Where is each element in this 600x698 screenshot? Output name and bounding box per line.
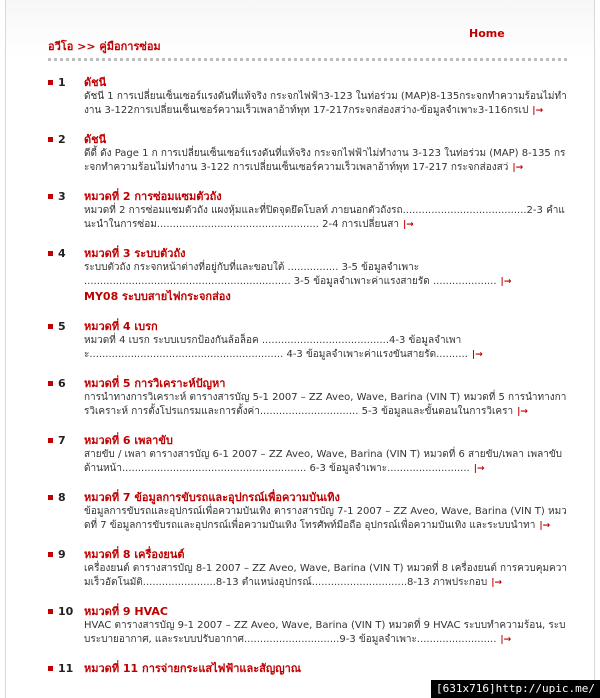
- result-item: [48, 247, 568, 305]
- open-link-arrow-icon[interactable]: |→: [491, 578, 503, 588]
- result-snippet: [84, 147, 568, 175]
- open-link-arrow-icon[interactable]: |→: [532, 106, 544, 116]
- result-item: [48, 605, 568, 647]
- result-snippet-text: ระบบตัวถัง กระจกหน้าต่างที่อยู่กับที่และขอบใต้ ................ 3-5 ข้อมูลจำเพาะ ................................................................. 3-5 ข้อมูลจำเพาะค่าแรงสายรัด ....................: [84, 262, 497, 287]
- result-number: 1: [58, 76, 66, 89]
- open-link-arrow-icon[interactable]: |→: [500, 635, 512, 645]
- result-item: [48, 434, 568, 476]
- result-snippet-text: ดัชนี 1 การเปลี่ยนเซ็นเซอร์แรงดันที่แท้จริง กระจกไฟฟ้า3-123 ในท่อร่วม (MAP)8-135กระจกทำความร้อนไม่ทำงาน 3-122การเปลี่ยนเซ็นเซอร์ความเร็วเพลาอ้าท์พุท 17-217กระจกส่องสว่าง-ข้อมูลจำเพาะ3-116กรเป: [84, 91, 567, 116]
- result-item: [48, 491, 568, 533]
- result-snippet-text: ข้อมูลการขับรถและอุปกรณ์เพื่อความบันเทิง ตารางสารบัญ 7-1 2007 – ZZ Aveo, Wave, Barina (VIN T) หมวดที่ 7 ข้อมูลการขับรถและอุปกรณ์เพื่อความบันเทิง โทรศัพท์มือถือ อุปกรณ์เพื่อความบันเทิง และระบบนำทา: [84, 506, 567, 531]
- result-snippet-text: หมวดที่ 2 การซ่อมแซมตัวถัง แผงหุ้มและที่ปิดจุดยึดโบลท์ ภายนอกตัวถังรถ.......................................2-3 คำแนะนำในการซ่อม................................................... 2-4 การเปลี่ยนสา: [84, 205, 565, 230]
- open-link-arrow-icon[interactable]: |→: [402, 220, 414, 230]
- result-title-link[interactable]: หมวดที่ 4 เบรก: [84, 320, 158, 333]
- result-number: 5: [58, 320, 66, 333]
- result-title-link[interactable]: หมวดที่ 7 ข้อมูลการขับรถและอุปกรณ์เพื่อความบันเทิง: [84, 491, 340, 504]
- result-title-link[interactable]: หมวดที่ 9 HVAC: [84, 605, 168, 618]
- result-snippet: [84, 562, 568, 590]
- open-link-arrow-icon[interactable]: |→: [517, 407, 528, 417]
- result-title-link[interactable]: หมวดที่ 5 การวิเคราะห์ปัญหา: [84, 377, 226, 390]
- search-results-list: [48, 76, 568, 691]
- result-title-link[interactable]: หมวดที่ 8 เครื่องยนต์: [84, 548, 185, 561]
- result-snippet-text: HVAC ตารางสารบัญ 9-1 2007 – ZZ Aveo, Wave, Barina (VIN T) หมวดที่ 9 HVAC ระบบทำความร้อน, ระบบระบายอากาศ, และระบบปรับอากาศ..............................9-3 ข้อมูลจำเพาะ.........................: [84, 620, 566, 645]
- result-snippet: [84, 619, 568, 647]
- home-link[interactable]: Home: [469, 27, 505, 40]
- result-title-link[interactable]: หมวดที่ 3 ระบบตัวถัง: [84, 247, 186, 260]
- bullet-icon: [48, 80, 53, 85]
- result-item: [48, 377, 568, 419]
- bullet-icon: [48, 438, 53, 443]
- result-title-link[interactable]: หมวดที่ 6 เพลาขับ: [84, 434, 173, 447]
- result-snippet-text: หมวดที่ 4 เบรก ระบบเบรกป้องกันล้อล็อค ........................................4-3 ข้อมูลจำเพาะ............................................................. 4-3 ข้อมูลจำเพาะค่าแรงขันสายรัด..........: [84, 335, 468, 360]
- result-snippet: [84, 448, 568, 476]
- result-number: 10: [58, 605, 74, 618]
- result-snippet: [84, 204, 568, 232]
- bullet-icon: [48, 324, 53, 329]
- result-number: 2: [58, 133, 66, 146]
- result-item: [48, 133, 568, 175]
- result-snippet-text: ดีดี้ ดัง Page 1 ก การเปลี่ยนเซ็นเซอร์แรงดันที่แท้จริง กระจกไฟฟ้าไม่ทำงาน 3-123 ในท่อร่วม (MAP) 8-135 กระจกทำความร้อนไม่ทำงาน 3-122 การเปลี่ยนเซ็นเซอร์ความเร็วเพลาอ้าท์พุท 17-217 กระจกส่องสว่: [84, 148, 566, 173]
- bullet-icon: [48, 495, 53, 500]
- result-snippet-text: การนำทางการวิเคราะห์ ตารางสารบัญ 5-1 2007 – ZZ Aveo, Wave, Barina (VIN T) หมวดที่ 5 การนำทางการวิเคราะห์ การตั้งโปรแกรมและการตั้งค่า............................... 5-3 ข้อมูลและขั้นตอนในการวิเครา: [84, 392, 567, 417]
- result-snippet: [84, 334, 568, 362]
- page-frame: [5, 0, 595, 698]
- result-item: [48, 548, 568, 590]
- result-snippet: [84, 90, 568, 118]
- result-number: 4: [58, 247, 66, 260]
- bullet-icon: [48, 552, 53, 557]
- bullet-icon: [48, 251, 53, 256]
- result-snippet: [84, 391, 568, 419]
- result-sub-link[interactable]: MY08 ระบบสายไฟกระจกส่อง: [84, 290, 231, 303]
- breadcrumb[interactable]: อวีโอ >> คู่มือการซ่อม: [48, 40, 161, 53]
- open-link-arrow-icon[interactable]: |→: [500, 277, 512, 287]
- result-title-link[interactable]: ดัชนี: [84, 76, 107, 89]
- image-size-watermark: [631x716]http://upic.me/: [431, 680, 600, 698]
- dotted-divider: [48, 58, 567, 61]
- result-title-link[interactable]: หมวดที่ 11 การจ่ายกระแสไฟฟ้าและสัญญาณ: [84, 662, 301, 675]
- result-snippet: [84, 505, 568, 533]
- result-item: [48, 320, 568, 362]
- open-link-arrow-icon[interactable]: |→: [473, 464, 485, 474]
- bullet-icon: [48, 609, 53, 614]
- result-snippet-text: สายขับ / เพลา ตารางสารบัญ 6-1 2007 – ZZ Aveo, Wave, Barina (VIN T) หมวดที่ 6 สายขับ/เพลา เพลาขับด้านหน้า.......................................................... 6-3 ข้อมูลจำเพาะ..........................: [84, 449, 563, 474]
- result-number: 7: [58, 434, 66, 447]
- result-number: 8: [58, 491, 66, 504]
- open-link-arrow-icon[interactable]: |→: [512, 163, 524, 173]
- result-number: 9: [58, 548, 66, 561]
- bullet-icon: [48, 666, 53, 671]
- bullet-icon: [48, 137, 53, 142]
- result-title-link[interactable]: ดัชนี: [84, 133, 107, 146]
- result-snippet: [84, 261, 568, 289]
- result-item: [48, 76, 568, 118]
- open-link-arrow-icon[interactable]: |→: [539, 521, 551, 531]
- result-number: 6: [58, 377, 66, 390]
- result-item: [48, 662, 568, 676]
- bullet-icon: [48, 381, 53, 386]
- result-number: 3: [58, 190, 66, 203]
- open-link-arrow-icon[interactable]: |→: [471, 350, 483, 360]
- bullet-icon: [48, 194, 53, 199]
- result-title-link[interactable]: หมวดที่ 2 การซ่อมแซมตัวถัง: [84, 190, 222, 203]
- result-item: [48, 190, 568, 232]
- result-snippet-text: เครื่องยนต์ ตารางสารบัญ 8-1 2007 – ZZ Aveo, Wave, Barina (VIN T) หมวดที่ 8 เครื่องยนต์ การควบคุมความเร็วอัตโนมัติ.......................8-13 ตำแหน่งอุปกรณ์..............................8-13 ภาพประกอบ: [84, 563, 567, 588]
- result-number: 11: [58, 662, 74, 675]
